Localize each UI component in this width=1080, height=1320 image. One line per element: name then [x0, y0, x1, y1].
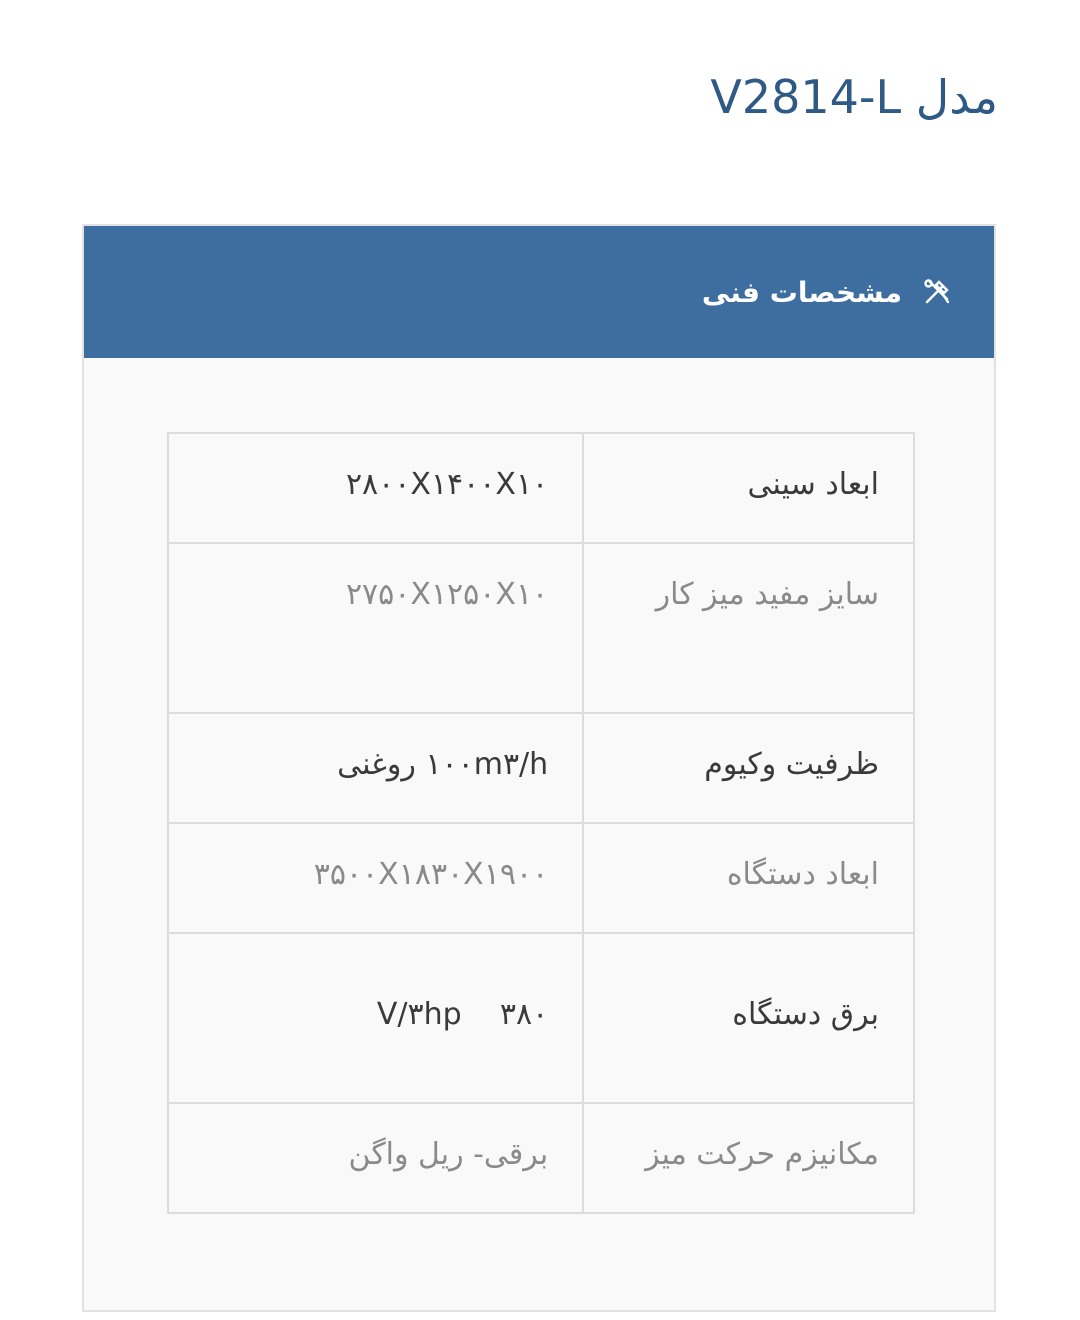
table-row — [168, 933, 914, 1103]
spec-value: ۱۰۰m۳/h روغنی — [168, 713, 583, 823]
spec-label: برق دستگاه — [583, 933, 914, 1103]
spec-value: ۳۸۰ V/۳hp — [168, 933, 583, 1103]
spec-value: ۲۸۰۰X۱۴۰۰X۱۰ — [168, 433, 583, 543]
table-row — [168, 823, 914, 933]
spec-value: ۳۵۰۰X۱۸۳۰X۱۹۰۰ — [168, 823, 583, 933]
spec-value: برقی- ریل واگن — [168, 1103, 583, 1213]
table-row — [168, 713, 914, 823]
spec-label: ابعاد سینی — [583, 433, 914, 543]
spec-label: ابعاد دستگاه — [583, 823, 914, 933]
specs-panel-title: مشخصات فنی — [701, 275, 902, 309]
specs-panel — [82, 224, 996, 1312]
table-row — [168, 433, 914, 543]
spec-label: مکانیزم حرکت میز — [583, 1103, 914, 1213]
table-row — [168, 543, 914, 713]
page-title: مدل V2814-L — [710, 70, 998, 124]
tools-icon — [920, 275, 954, 309]
specs-panel-header[interactable] — [84, 226, 994, 358]
table-row — [168, 1103, 914, 1213]
spec-label: سایز مفید میز کار — [583, 543, 914, 713]
spec-label: ظرفیت وکیوم — [583, 713, 914, 823]
spec-value: ۲۷۵۰X۱۲۵۰X۱۰ — [168, 543, 583, 713]
specs-table — [167, 432, 915, 1214]
